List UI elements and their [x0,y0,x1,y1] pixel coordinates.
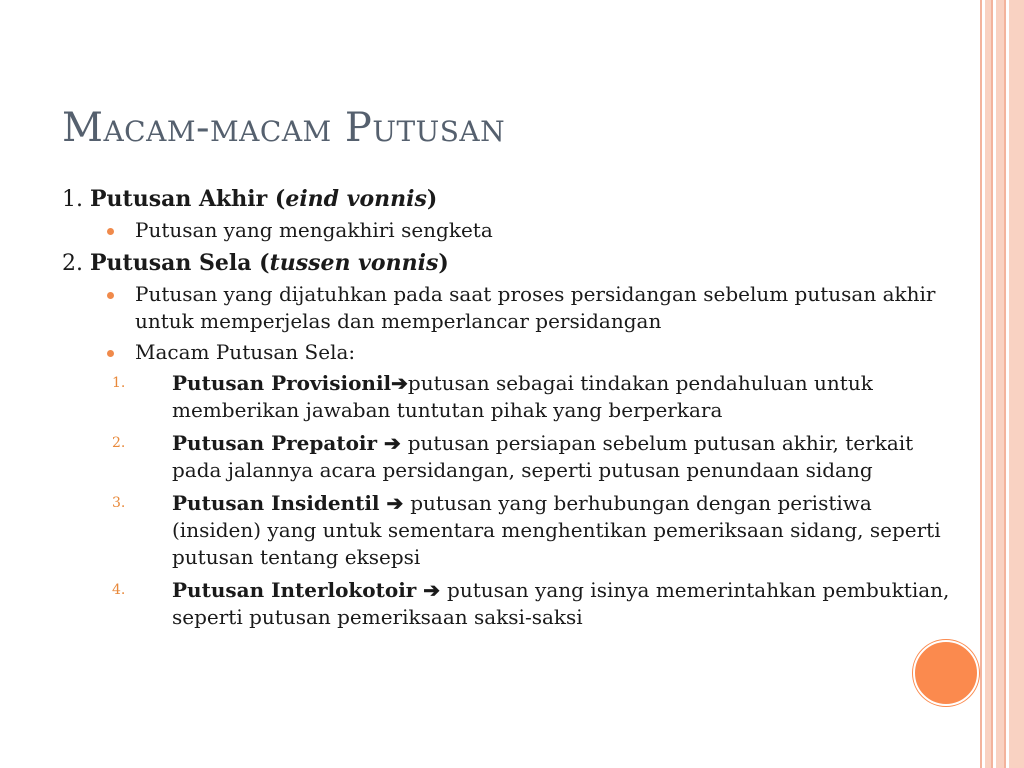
numbered-item [62,430,962,484]
section-number: 2. [62,251,83,276]
section-heading [62,184,962,215]
item-text: putusan sebagai tindakan pendahuluan untuk memberikan jawaban tuntutan pihak yang berperkara [172,371,873,422]
bullet-dot-icon [107,350,114,357]
bullet-dot-icon [107,292,114,299]
decorative-circle [913,640,979,706]
item-text: putusan yang berhubungan dengan peristiwa (insiden) yang untuk sementara menghentikan pemeriksaan sidang, seperti putusan tentang eksepsi [172,491,941,569]
heading-italic: eind vonnis [285,186,427,212]
bullet-text: Macam Putusan Sela: [135,340,356,364]
heading-close: ) [426,186,438,212]
decorative-stripe [1004,0,1006,768]
section-heading [62,248,962,279]
bullet-item [62,217,962,244]
heading-text: Putusan Sela ( [90,250,270,276]
decorative-stripe [980,0,982,768]
bullet-text: Putusan yang dijatuhkan pada saat proses persidangan sebelum putusan akhir untuk memperjelas dan memperlancar persidangan [135,282,936,333]
arrow-right-icon: ➔ [416,578,448,602]
decorative-stripe [1009,0,1024,768]
item-number: 3. [112,495,126,511]
bullet-dot-icon [107,228,114,235]
arrow-right-icon: ➔ [379,491,411,515]
item-number: 1. [112,375,126,391]
heading-close: ) [438,250,449,276]
slide-content [62,184,962,637]
numbered-item [62,490,962,571]
section-number: 1. [62,187,83,212]
numbered-item [62,577,962,631]
heading-italic: tussen vonnis [269,250,439,276]
item-term: Putusan Provisionil [172,371,392,395]
heading-text: Putusan Akhir ( [90,186,286,212]
bullet-item [62,281,962,335]
item-number: 4. [112,582,126,598]
arrow-right-icon: ➔ [391,371,408,395]
bullet-item [62,339,962,366]
bullet-text: Putusan yang mengakhiri sengketa [135,218,493,242]
numbered-item [62,370,962,424]
item-term: Putusan Prepatoir [172,431,378,455]
arrow-right-icon: ➔ [377,431,408,455]
decorative-stripe [991,0,993,768]
item-term: Putusan Interlokotoir [172,578,417,602]
slide-title: Macam-macam Putusan [62,105,506,151]
item-text: putusan yang isinya memerintahkan pembuktian, seperti putusan pemeriksaan saksi-saksi [172,578,950,629]
decorative-stripe [996,0,1004,768]
item-number: 2. [112,435,126,451]
item-text: putusan persiapan sebelum putusan akhir, terkait pada jalannya acara persidangan, seperti putusan penundaan sidang [172,431,914,482]
item-term: Putusan Insidentil [172,491,380,515]
